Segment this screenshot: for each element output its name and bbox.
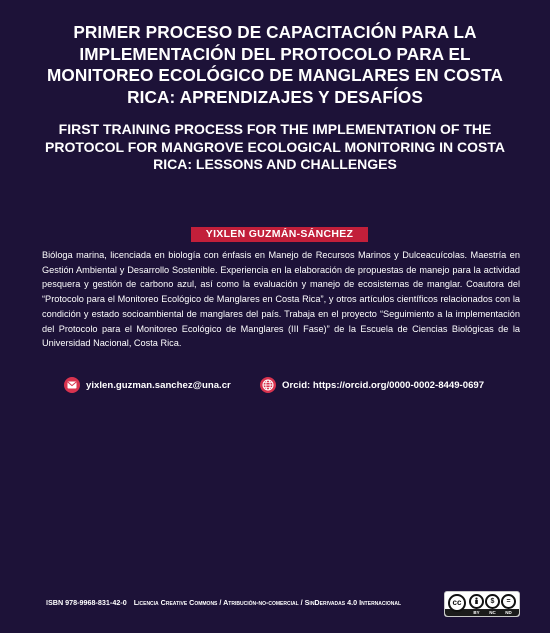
cc-label-nc: NC — [489, 610, 496, 615]
attribution-icon — [469, 594, 484, 609]
cc-label-nd: ND — [505, 610, 512, 615]
author-bio: Bióloga marina, licenciada en biología con énfasis en Manejo de Recursos Marinos y Dulceacuícolas. Maestría en Gestión Ambiental y Desarrollo Sostenible. Experiencia en la elaboración de propuestas de manejo para la actividad pesquera y gestión de carbono azul, así como la evaluación y manejo de ecosistemas de manglar. Coautora del “Protocolo para el Monitoreo Ecológico de Manglares en Costa Rica”, y otros artículos científicos relacionados con la condición y estado socioambiental de manglares del país. Trabaja en el proyecto “Seguimiento a la implementación del Protocolo para el Monitoreo Ecológico de Manglares (III Fase)” de la Escuela de Ciencias Biológicas de la Universidad Nacional, Costa Rica. — [42, 250, 520, 349]
cc-label-by: BY — [473, 610, 480, 615]
email-icon — [64, 377, 80, 393]
license-text: Licencia Creative Commons / Atribución-no-comercial / SinDerivadas 4.0 Internacional — [133, 598, 402, 607]
orcid-link[interactable]: Orcid: https://orcid.org/0000-0002-8449-0697 — [282, 379, 485, 391]
author-contacts — [64, 375, 524, 395]
title-spanish: PRIMER PROCESO DE CAPACITACIÓN PARA LA IMPLEMENTACIÓN DEL PROTOCOLO PARA EL MONITOREO ECOLÓGICO DE MANGLARES EN COSTA RICA: APRENDIZAJES Y DESAFÍOS — [46, 22, 504, 107]
cc-license-badge[interactable] — [444, 591, 520, 617]
orcid-contact[interactable] — [260, 375, 484, 395]
no-derivatives-icon: = — [501, 594, 516, 609]
email-contact[interactable] — [64, 375, 231, 395]
isbn: ISBN 978-9968-831-42-0 — [46, 598, 127, 607]
globe-icon — [260, 377, 276, 393]
author-name-badge: YIXLEN GUZMÁN-SÁNCHEZ — [191, 227, 368, 242]
footer-license-line — [46, 598, 446, 607]
non-commercial-icon: $ — [485, 594, 500, 609]
email-link[interactable]: yixlen.guzman.sanchez@una.cr — [86, 379, 231, 391]
title-english: FIRST TRAINING PROCESS FOR THE IMPLEMENTATION OF THE PROTOCOL FOR MANGROVE ECOLOGICAL MONITORING IN COSTA RICA: LESSONS AND CHALLENGES — [45, 121, 505, 172]
cc-icon: cc — [448, 594, 466, 612]
